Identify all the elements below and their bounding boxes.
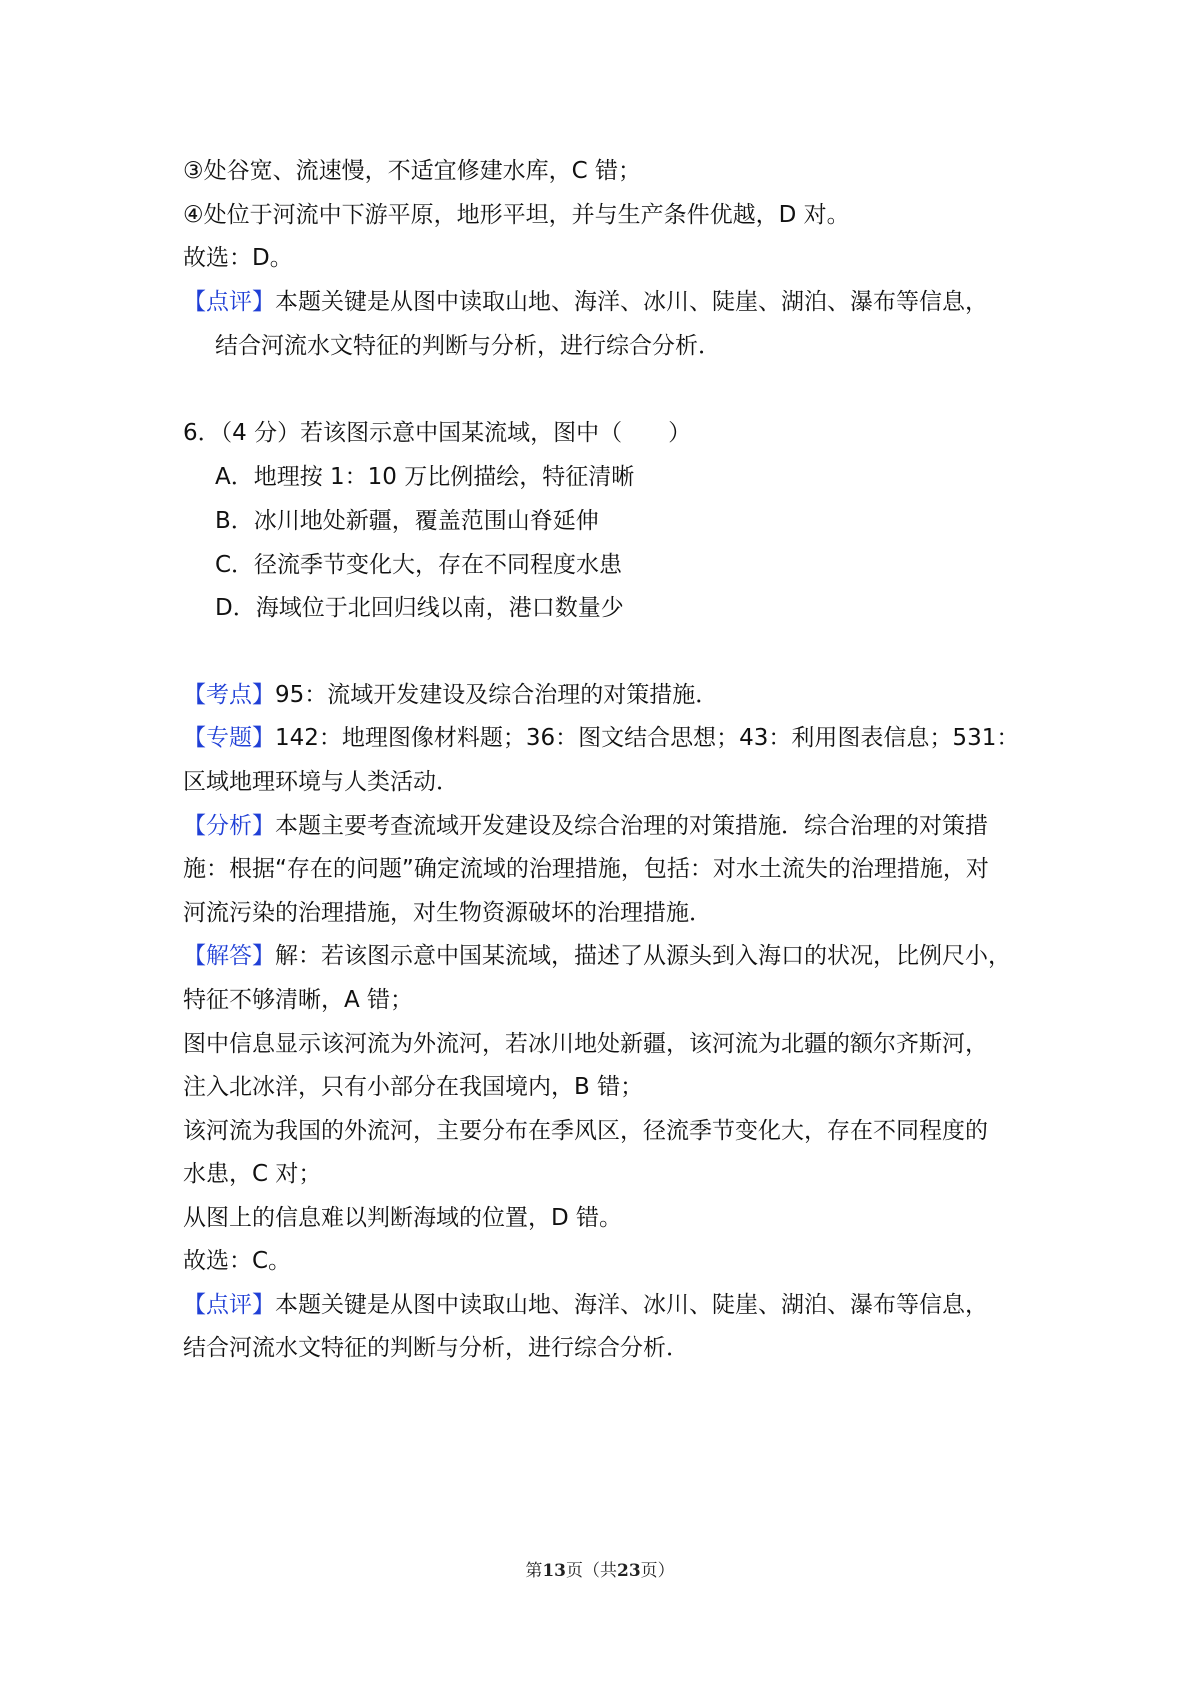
- jieda-line-7: 从图上的信息难以判断海域的位置，D 错。: [183, 1205, 623, 1231]
- zhuanti-text: 142：地理图像材料题；36：图文结合思想；43：利用图表信息；531：: [275, 725, 1020, 751]
- q6-review: [183, 1289, 1043, 1321]
- prev-review: [183, 286, 1043, 318]
- fenxi-cont-1: 施：根据“存在的问题”确定流域的治理措施，包括：对水土流失的治理措施，对: [183, 856, 989, 882]
- footer-pre: 第: [525, 1561, 543, 1581]
- jieda-text: 解：若该图示意中国某流域，描述了从源头到入海口的状况，比例尺小，: [275, 943, 1011, 969]
- question-6-stem: 6．（4 分）若该图示意中国某流域，图中（ ）: [183, 420, 692, 446]
- review-text: 本题关键是从图中读取山地、海洋、冰川、陡崖、湖泊、瀑布等信息，: [275, 289, 988, 315]
- kaodian-tag: 【考点】: [183, 682, 275, 708]
- option-d: D．海域位于北回归线以南，港口数量少: [215, 595, 624, 621]
- jieda-line-2: 特征不够清晰，A 错；: [183, 987, 414, 1013]
- footer-total-pages: 23: [617, 1561, 641, 1581]
- fenxi-tag: 【分析】: [183, 813, 275, 839]
- zhuanti-cont: 区域地理环境与人类活动．: [183, 769, 459, 795]
- jieda-line-5: 该河流为我国的外流河，主要分布在季风区，径流季节变化大，存在不同程度的: [183, 1118, 988, 1144]
- jieda-line-3: 图中信息显示该河流为外流河，若冰川地处新疆，该河流为北疆的额尔齐斯河，: [183, 1031, 988, 1057]
- footer-page-number: 13: [542, 1561, 566, 1581]
- zhuanti-tag: 【专题】: [183, 725, 275, 751]
- prev-analysis-line-3: ③处谷宽、流速慢，不适宜修建水库，C 错；: [183, 158, 641, 184]
- footer-mid: 页（共: [566, 1561, 617, 1581]
- jieda-line-4: 注入北冰洋，只有小部分在我国境内，B 错；: [183, 1074, 644, 1100]
- prev-review-cont: 结合河流水文特征的判断与分析，进行综合分析．: [215, 333, 721, 359]
- prev-analysis-line-4: ④处位于河流中下游平原，地形平坦，并与生产条件优越，D 对。: [183, 202, 850, 228]
- kaodian-text: 95：流域开发建设及综合治理的对策措施．: [275, 682, 719, 708]
- kaodian: [183, 679, 1043, 711]
- q6-review-cont: 结合河流水文特征的判断与分析，进行综合分析．: [183, 1335, 689, 1361]
- option-c: C．径流季节变化大，存在不同程度水患: [215, 552, 623, 578]
- fenxi-text: 本题主要考查流域开发建设及综合治理的对策措施．综合治理的对策措: [275, 813, 988, 839]
- option-b: B．冰川地处新疆，覆盖范围山脊延伸: [215, 508, 599, 534]
- page-footer: [0, 1556, 1200, 1581]
- jieda-line-6: 水患，C 对；: [183, 1161, 322, 1187]
- fenxi-cont-2: 河流污染的治理措施，对生物资源破坏的治理措施．: [183, 900, 712, 926]
- jieda-tag: 【解答】: [183, 943, 275, 969]
- prev-answer: 故选：D。: [183, 245, 293, 271]
- review-tag: 【点评】: [183, 289, 275, 315]
- jieda: [183, 940, 1043, 972]
- q6-review-text: 本题关键是从图中读取山地、海洋、冰川、陡崖、湖泊、瀑布等信息，: [275, 1292, 988, 1318]
- footer-post: 页）: [640, 1561, 675, 1581]
- option-a: A．地理按 1：10 万比例描绘，特征清晰: [215, 464, 635, 490]
- zhuanti: [183, 722, 1043, 754]
- q6-answer: 故选：C。: [183, 1248, 292, 1274]
- fenxi: [183, 810, 1043, 842]
- q6-review-tag: 【点评】: [183, 1292, 275, 1318]
